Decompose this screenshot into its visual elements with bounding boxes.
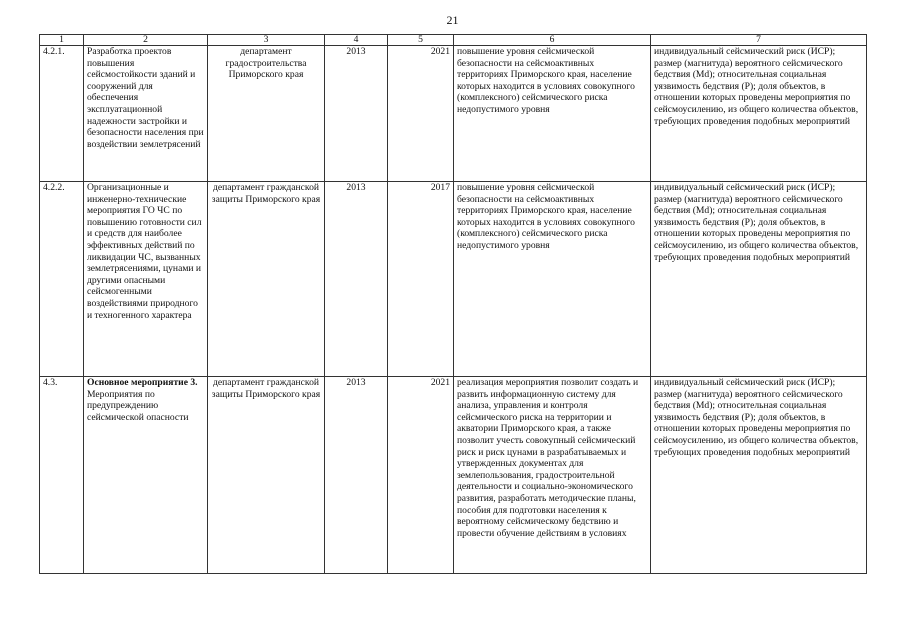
end-year: 2017 [388, 182, 454, 377]
start-year: 2013 [325, 46, 388, 182]
column-header-4: 4 [325, 35, 388, 46]
expected-result: повышение уровня сейсмической безопасности на сейсмоактивных территориях Приморского края, население которых находится в условиях совокупного (комплексного) сейсмического риска недопустимого уровня [454, 182, 651, 377]
measure-name-bold: Основное мероприятие 3. [87, 377, 198, 388]
table-row [40, 182, 867, 377]
column-header-7: 7 [651, 35, 867, 46]
table-row [40, 46, 867, 182]
column-numbers-row [40, 35, 867, 46]
item-number: 4.2.1. [40, 46, 84, 182]
item-number: 4.3. [40, 377, 84, 574]
measure-name [84, 182, 208, 377]
measure-name-text: Разработка проектов повышения сейсмостойкости зданий и сооружений для обеспечения эксплуатационной надежности застройки и безопасности населения при воздействии землетрясений [87, 46, 204, 150]
expected-result: повышение уровня сейсмической безопасности на сейсмоактивных территориях Приморского края, население которых находится в условиях совокупного (комплексного) сейсмического риска недопустимого уровня [454, 46, 651, 182]
measure-name-text: Мероприятия по предупреждению сейсмической опасности [87, 388, 189, 423]
start-year: 2013 [325, 377, 388, 574]
table-row [40, 377, 867, 574]
item-number: 4.2.2. [40, 182, 84, 377]
measure-name [84, 377, 208, 574]
indicators: индивидуальный сейсмический риск (ИСР); размер (магнитуда) вероятного сейсмического бедствия (Md); относительная социальная уязвимость бедствия (P); доля объектов, в отношении которых проведены мероприятия по сейсмоусилению, из общего количества объектов, требующих проведения подобных мероприятий [651, 46, 867, 182]
column-header-3: 3 [208, 35, 325, 46]
measure-name [84, 46, 208, 182]
measure-name-text: Организационные и инженерно-технические мероприятия ГО ЧС по повышению готовности сил и средств для наиболее эффективных действий по ликвидации ЧС, вызванных землетрясениями, цунами и другими опасными сейсмогенными воздействиями природного и техногенного характера [87, 182, 202, 321]
end-year: 2021 [388, 377, 454, 574]
responsible-executor: департамент гражданской защиты Приморского края [208, 182, 325, 377]
responsible-executor: департамент градостроительства Приморского края [208, 46, 325, 182]
page-number: 21 [446, 13, 459, 27]
expected-result: реализация мероприятия позволит создать и развить информационную систему для анализа, управления и контроля сейсмического риска на территории и акватории Приморского края, а также позволит учесть совокупный сейсмический риск и риск цунами в разрабатываемых и утвержденных документах для землепользования, градостроительной деятельности и социально-экономического развития, разработать методические планы, пособия для подготовки населения к вероятному сейсмическому бедствию и провести обучение действиям в условиях [454, 377, 651, 574]
indicators: индивидуальный сейсмический риск (ИСР); размер (магнитуда) вероятного сейсмического бедствия (Md); относительная социальная уязвимость бедствия (P); доля объектов, в отношении которых проведены мероприятия по сейсмоусилению, из общего количества объектов, требующих проведения подобных мероприятий [651, 182, 867, 377]
end-year: 2021 [388, 46, 454, 182]
column-header-2: 2 [84, 35, 208, 46]
column-header-5: 5 [388, 35, 454, 46]
column-header-1: 1 [40, 35, 84, 46]
start-year: 2013 [325, 182, 388, 377]
indicators: индивидуальный сейсмический риск (ИСР); размер (магнитуда) вероятного сейсмического бедствия (Md); относительная социальная уязвимость бедствия (P); доля объектов, в отношении которых проведены мероприятия по сейсмоусилению, из общего количества объектов, требующих проведения подобных мероприятий [651, 377, 867, 574]
program-measures-table [39, 34, 867, 574]
responsible-executor: департамент гражданской защиты Приморского края [208, 377, 325, 574]
column-header-6: 6 [454, 35, 651, 46]
